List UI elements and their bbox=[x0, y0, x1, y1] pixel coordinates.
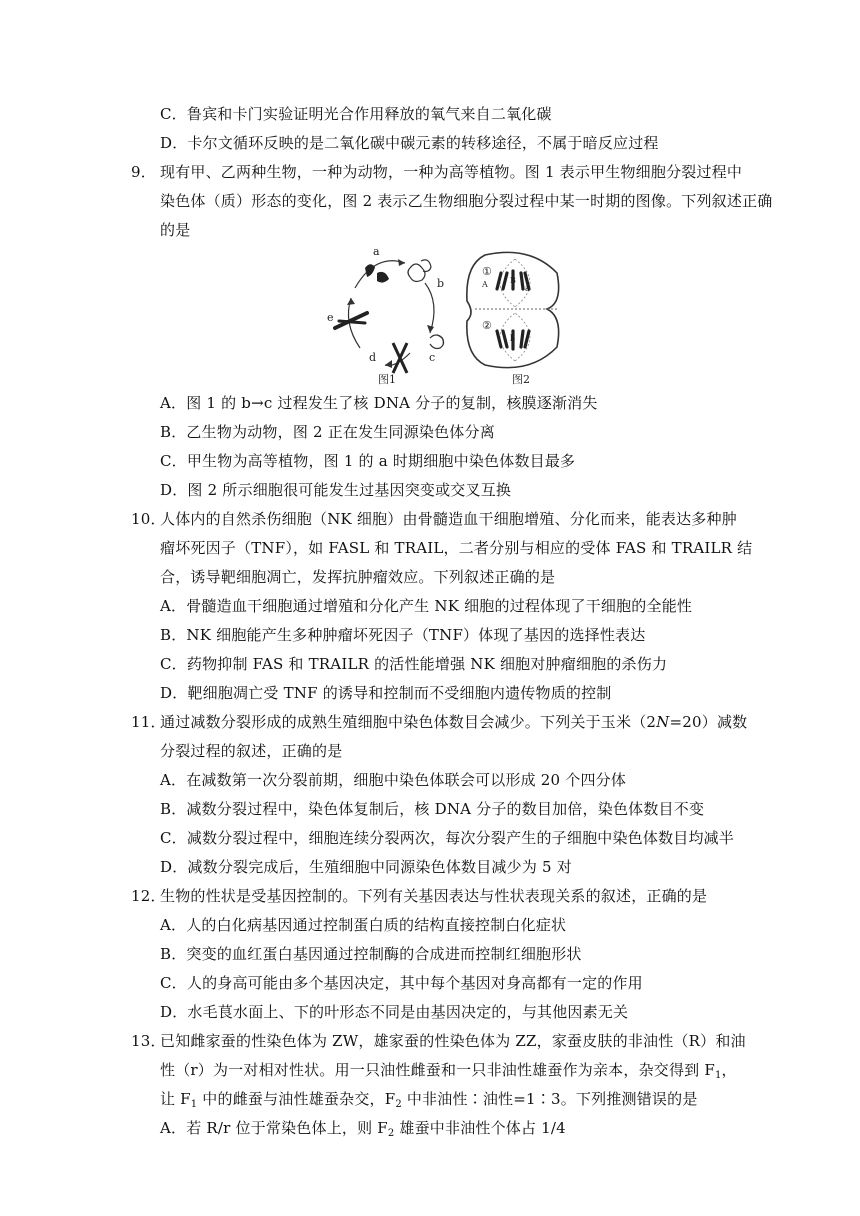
fig2-label-b: b bbox=[510, 334, 516, 343]
fig2-label-B: B bbox=[510, 276, 516, 285]
q10-option-b: B．NK 细胞能产生多种肿瘤坏死因子（TNF）体现了基因的选择性表达 bbox=[160, 626, 646, 644]
q10-stem-line3: 合，诱导靶细胞凋亡，发挥抗肿瘤效应。下列叙述正确的是 bbox=[160, 568, 556, 586]
q11-option-c: C．减数分裂过程中，细胞连续分裂两次，每次分裂产生的子细胞中染色体数目均减半 bbox=[160, 829, 735, 847]
q9-option-a: A．图 1 的 b→c 过程发生了核 DNA 分子的复制，核膜逐渐消失 bbox=[160, 394, 598, 412]
q10-option-c: C．药物抑制 FAS 和 TRAILR 的活性能增强 NK 细胞对肿瘤细胞的杀伤力 bbox=[160, 655, 668, 673]
q12-option-a: A．人的白化病基因通过控制蛋白质的结构直接控制白化症状 bbox=[160, 916, 567, 934]
q13-stem-line2 bbox=[160, 1060, 737, 1080]
q10-stem-line1: 人体内的自然杀伤细胞（NK 细胞）由骨髓造血干细胞增殖、分化而来，能表达多种肿 bbox=[160, 510, 737, 528]
q9-stem-line3: 的是 bbox=[160, 221, 191, 239]
q13-stem2-sub: 1 bbox=[714, 1070, 722, 1081]
fig2-caption: 图2 bbox=[512, 373, 530, 386]
q13-stem-line1: 已知雌家蚕的性染色体为 ZW，雄家蚕的性染色体为 ZZ，家蚕皮肤的非油性（R）和油 bbox=[160, 1032, 746, 1050]
q13-stem3-part3: 中非油性∶油性=1∶3。下列推测错误的是 bbox=[401, 1090, 698, 1108]
q9-option-c: C．甲生物为高等植物，图 1 的 a 时期细胞中染色体数目最多 bbox=[160, 452, 576, 470]
q13-optA-part2: 雄蚕中非油性个体占 1/4 bbox=[394, 1119, 566, 1137]
q9-figure bbox=[325, 243, 575, 391]
q10-number: 10． bbox=[131, 510, 166, 528]
fig1-label-b: b bbox=[437, 277, 445, 290]
q10-option-d: D．靶细胞凋亡受 TNF 的诱导和控制而不受细胞内遗传物质的控制 bbox=[160, 684, 612, 702]
q12-option-d: D．水毛茛水面上、下的叶形态不同是由基因决定的，与其他因素无关 bbox=[160, 1003, 629, 1021]
q13-stem2-part1: 性（r）为一对相对性状。用一只油性雌蚕和一只非油性雄蚕作为亲本，杂交得到 F bbox=[160, 1061, 715, 1079]
q12-number: 12． bbox=[131, 887, 166, 905]
q13-number: 13． bbox=[131, 1032, 166, 1050]
q11-stem-part1: 通过减数分裂形成的成熟生殖细胞中染色体数目会减少。下列关于玉米（2 bbox=[160, 713, 657, 731]
q12-option-c: C．人的身高可能由多个基因决定，其中每个基因对身高都有一定的作用 bbox=[160, 974, 643, 992]
q13-option-a bbox=[160, 1118, 566, 1138]
q8-option-d: D．卡尔文循环反映的是二氧化碳中碳元素的转移途径，不属于暗反应过程 bbox=[160, 134, 659, 152]
fig1-caption: 图1 bbox=[378, 373, 396, 386]
fig2-label-a: a bbox=[525, 284, 530, 293]
q13-optA-sub: 2 bbox=[387, 1128, 395, 1139]
fig2-label-A: A bbox=[482, 280, 488, 289]
q13-stem2-part2: ， bbox=[721, 1061, 737, 1079]
q12-stem-line1: 生物的性状是受基因控制的。下列有关基因表达与性状表现关系的叙述，正确的是 bbox=[160, 887, 708, 905]
q13-stem3-part2: 中的雌蚕与油性雄蚕杂交，F bbox=[197, 1090, 396, 1108]
q11-option-b: B．减数分裂过程中，染色体复制后，核 DNA 分子的数目加倍，染色体数目不变 bbox=[160, 800, 705, 818]
q13-stem3-sub2: 2 bbox=[395, 1099, 402, 1110]
q9-option-d: D．图 2 所示细胞很可能发生过基因突变或交叉互换 bbox=[160, 481, 512, 499]
q11-stem-part2: =20）减数 bbox=[669, 713, 748, 731]
q11-option-a: A．在减数第一次分裂前期，细胞中染色体联会可以形成 20 个四分体 bbox=[160, 771, 627, 789]
q10-stem-line2: 瘤坏死因子（TNF），如 FASL 和 TRAIL，二者分别与相应的受体 FAS 和 TRAILR 结 bbox=[160, 539, 753, 557]
q11-stem-italic-n: N bbox=[656, 713, 670, 731]
q8-option-c: C．鲁宾和卡门实验证明光合作用释放的氧气来自二氧化碳 bbox=[160, 105, 552, 123]
fig1-label-a: a bbox=[373, 245, 380, 258]
q13-stem3-part1: 让 F bbox=[160, 1090, 191, 1108]
fig1-label-e: e bbox=[327, 311, 334, 324]
q9-number: 9． bbox=[131, 163, 156, 181]
fig2-label-2: ② bbox=[482, 319, 492, 332]
q12-option-b: B．突变的血红蛋白基因通过控制酶的合成进而控制红细胞形状 bbox=[160, 945, 582, 963]
q11-number: 11． bbox=[131, 713, 166, 731]
q9-option-b: B．乙生物为动物，图 2 正在发生同源染色体分离 bbox=[160, 423, 495, 441]
q13-stem-line3 bbox=[160, 1089, 698, 1109]
fig2-label-1: ① bbox=[482, 265, 492, 278]
q9-stem-line2: 染色体（质）形态的变化，图 2 表示乙生物细胞分裂过程中某一时期的图像。下列叙述正确 bbox=[160, 192, 773, 210]
q11-stem-line1 bbox=[160, 712, 747, 732]
figure-1-cell-cycle bbox=[327, 245, 444, 386]
q9-stem-line1: 现有甲、乙两种生物，一种为动物，一种为高等植物。图 1 表示甲生物细胞分裂过程中 bbox=[160, 163, 743, 181]
q11-option-d: D．减数分裂完成后，生殖细胞中同源染色体数目减少为 5 对 bbox=[160, 858, 572, 876]
figure-2-dividing-cell bbox=[467, 252, 559, 386]
q10-option-a: A．骨髓造血干细胞通过增殖和分化产生 NK 细胞的过程体现了干细胞的全能性 bbox=[160, 597, 693, 615]
fig1-label-d: d bbox=[369, 351, 377, 364]
fig1-label-c: c bbox=[429, 351, 436, 364]
q11-stem-line2: 分裂过程的叙述，正确的是 bbox=[160, 742, 343, 760]
q13-optA-part1: A．若 R/r 位于常染色体上，则 F bbox=[160, 1119, 388, 1137]
q13-stem3-sub1: 1 bbox=[190, 1099, 198, 1110]
